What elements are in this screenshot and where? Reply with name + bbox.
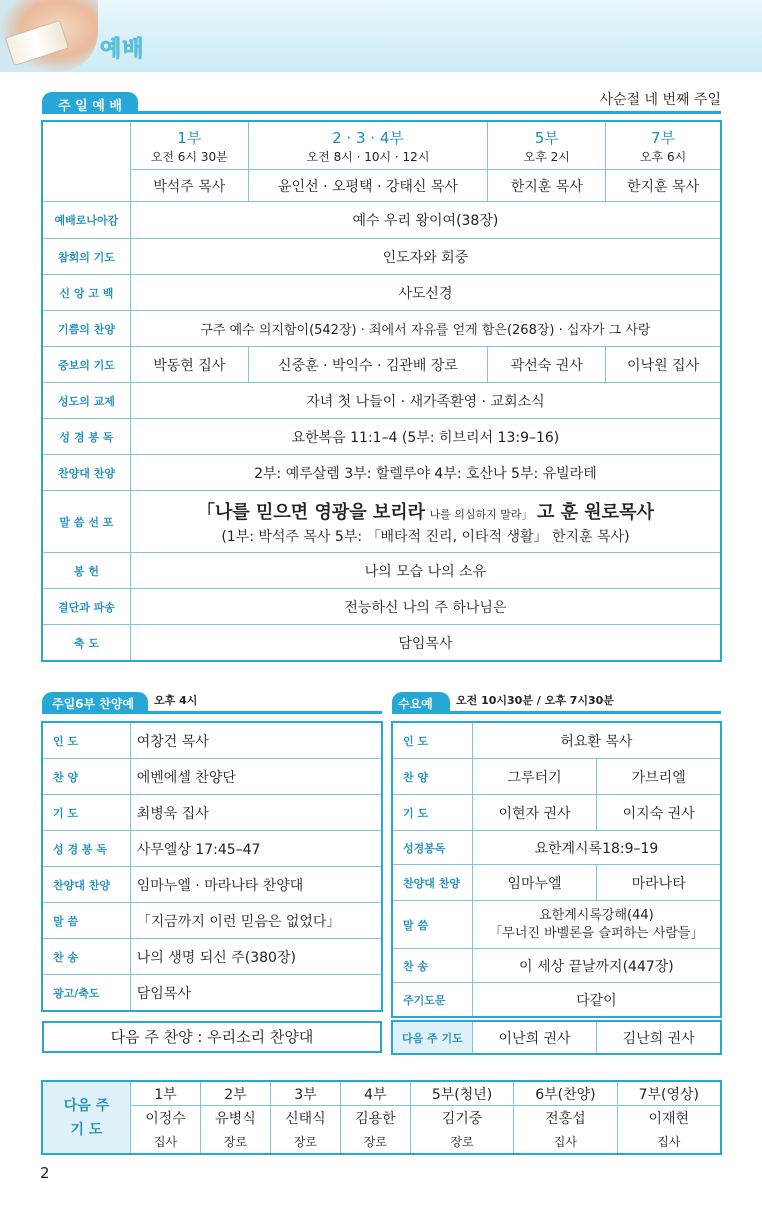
wednesday-next-prayer [392,1021,721,1054]
table-cell: 인 도 [43,723,131,759]
wednesday-tag: 수요예배 [392,692,450,714]
order-row [43,625,721,661]
banner-title: 예배 [100,37,145,62]
table-cell: 말 씀 선 포 [43,491,131,553]
table-cell: 찬양대 찬양 [393,865,473,901]
table-row [393,901,721,949]
wednesday-table [392,722,721,1017]
hands-bible-image [0,0,98,72]
wednesday-time: 오전 10시30분 / 오후 7시30분 [456,694,614,707]
table-cell: 여창건 목사 [130,723,381,759]
table-row [393,759,721,795]
sermon-preacher: 고 훈 원로목사 [536,501,654,523]
table-row [393,795,721,831]
table-cell: 김기중 [410,1106,513,1130]
table-cell: 장로 [270,1130,340,1154]
order-row [43,419,721,455]
table-cell: 나의 생명 되신 주(380장) [130,939,381,975]
order-row [43,239,721,275]
table-cell: 찬 양 [43,759,131,795]
praise6-header [42,690,382,728]
table-cell: 다같이 [472,983,720,1017]
table-cell: 다음 주 기도 [393,1022,473,1054]
table-cell: 이낙원 집사 [606,347,721,383]
table-cell: 광고/축도 [43,975,131,1011]
table-cell: 사무엘상 17:45–47 [130,831,381,867]
table-cell [43,1082,131,1154]
wednesday-header [392,690,721,728]
table-cell: 나의 모습 나의 소유 [130,553,720,589]
table-cell: 허요환 목사 [472,723,720,759]
table-cell: 이 세상 끝날까지(447장) [472,949,720,983]
order-row [43,383,721,419]
table-cell: 3부 [270,1082,340,1106]
order-row [43,455,721,491]
table-row [43,975,382,1011]
table-cell: 참회의 기도 [43,239,131,275]
table-cell: 장로 [340,1130,410,1154]
table-cell: 이정수 [131,1106,201,1130]
table-cell: 2부 [200,1082,270,1106]
table-row [43,795,382,831]
table-cell: 그루터기 [472,759,597,795]
table-cell: 구주 예수 의지함이(542장) · 죄에서 자유를 얻게 함은(268장) · 십자가 그 사랑 [130,311,720,347]
praise6-next-week: 다음 주 찬양 : 우리소리 찬양대 [42,1021,382,1053]
table-cell: 7부(영상) [617,1082,720,1106]
table-cell: 이지숙 권사 [597,795,721,831]
table-cell: 성경봉독 [393,831,473,865]
table-row [43,1082,721,1106]
table-cell: 이난희 권사 [472,1022,597,1054]
intercession-row [43,347,721,383]
table-cell: 결단과 파송 [43,589,131,625]
table-cell: 사도신경 [130,275,720,311]
table-cell: 집사 [514,1130,617,1154]
part-2-3-4: 2 · 3 · 4부 오전 8시 · 10시 · 12시 윤인선 · 오평택 · 강태신 목사 [248,122,488,202]
table-cell: 박동현 집사 [130,347,248,383]
order-row [43,553,721,589]
table-cell: 성 경 봉 독 [43,831,131,867]
next-week-prayer-table [42,1081,721,1154]
sunday-service-tag: 주 일 예 배 [42,92,138,114]
table-cell: 전능하신 나의 주 하나님은 [130,589,720,625]
table-cell: 기 도 [43,795,131,831]
table-cell: 찬 송 [393,949,473,983]
table-row [393,865,721,901]
next-week-label: 다음 주 [63,1097,110,1114]
table-cell: 예수 우리 왕이여(38장) [130,202,720,239]
praise6-table [42,722,382,1011]
table-row [393,949,721,983]
table-cell: 김난희 권사 [597,1022,721,1054]
table-cell: 말 씀 [393,901,473,949]
table-cell: 인도자와 회중 [130,239,720,275]
table-cell: 6부(찬양) [514,1082,617,1106]
table-cell: 기 도 [393,795,473,831]
table-row [43,1106,721,1130]
table-cell: 인 도 [393,723,473,759]
table-cell: 1부 [131,1082,201,1106]
table-cell: 찬양대 찬양 [43,455,131,491]
part-7: 7부 오후 6시 한지훈 목사 [606,122,721,202]
sunday-service-header [42,90,721,114]
table-cell: 봉 헌 [43,553,131,589]
table-row [43,831,382,867]
table-cell: 담임목사 [130,975,381,1011]
table-cell: 신 앙 고 백 [43,275,131,311]
table-row [393,1022,721,1054]
table-cell: 신중훈 · 박익수 · 김관배 장로 [248,347,488,383]
part-5: 5부 오후 2시 한지훈 목사 [488,122,606,202]
order-row [43,311,721,347]
page-banner [0,0,762,72]
table-cell: 집사 [617,1130,720,1154]
table-cell: 임마누엘 [472,865,597,901]
sermon-subtitle: 나를 의심하지 말라」 [429,507,533,521]
praise6-time: 오후 4시 [154,694,198,707]
table-row [43,759,382,795]
table-cell: 5부(청년) [410,1082,513,1106]
empty-corner [43,122,131,202]
table-cell: 신태식 [270,1106,340,1130]
table-cell: 이재현 [617,1106,720,1130]
table-cell: 요한복음 11:1–4 (5부: 히브리서 13:9–16) [130,419,720,455]
table-cell [130,491,720,553]
table-cell: 에벤에셀 찬양단 [130,759,381,795]
table-cell: 마라나타 [597,865,721,901]
table-cell: 곽선숙 권사 [488,347,606,383]
table-cell: 예배로나아감 [43,202,131,239]
sermon-row [43,491,721,553]
table-row [43,1130,721,1154]
table-row [43,903,382,939]
order-row [43,202,721,239]
table-cell: 임마누엘 · 마라나타 찬양대 [130,867,381,903]
table-cell: 요한계시록18:9–19 [472,831,720,865]
page-number: 2 [40,1164,50,1182]
table-row [393,723,721,759]
table-cell: 가브리엘 [597,759,721,795]
sunday-parts-row [43,122,721,202]
table-cell: 「지금까지 이런 믿음은 없었다」 [130,903,381,939]
table-cell: 4부 [340,1082,410,1106]
table-cell: 자녀 첫 나들이 · 새가족환영 · 교회소식 [130,383,720,419]
table-cell: 장로 [200,1130,270,1154]
table-cell: 유병식 [200,1106,270,1130]
sermon-title: 「나를 믿으면 영광을 보리라 [196,501,426,523]
table-cell: 주기도문 [393,983,473,1017]
sunday-subtitle: 사순절 네 번째 주일 [599,92,721,108]
order-row [43,589,721,625]
sermon-note: (1부: 박석주 목사 5부: 「배타적 진리, 이타적 생활」 한지훈 목사) [221,528,630,545]
table-row [393,831,721,865]
table-cell: 찬양대 찬양 [43,867,131,903]
table-cell: 장로 [410,1130,513,1154]
table-cell: 성 경 봉 독 [43,419,131,455]
table-cell: 김용한 [340,1106,410,1130]
table-cell: 찬 양 [393,759,473,795]
table-cell: 최병욱 집사 [130,795,381,831]
praise6-tag: 주일6부 찬양예배 [42,692,148,714]
table-cell: 담임목사 [130,625,720,661]
table-row [43,867,382,903]
table-row [43,723,382,759]
table-row [393,983,721,1017]
table-cell: 요한계시록강해(44) 「무너진 바벨론을 슬퍼하는 사람들」 [472,901,720,949]
sunday-service-table [42,121,721,661]
table-cell: 전홍섭 [514,1106,617,1130]
table-cell: 집사 [131,1130,201,1154]
prayer-label: 기 도 [70,1121,103,1138]
table-cell: 이현자 권사 [472,795,597,831]
table-cell: 중보의 기도 [43,347,131,383]
table-cell: 찬 송 [43,939,131,975]
part-1: 1부 오전 6시 30분 박석주 목사 [130,122,248,202]
table-cell: 성도의 교제 [43,383,131,419]
table-row [43,939,382,975]
table-cell: 기쁨의 찬양 [43,311,131,347]
table-cell: 말 씀 [43,903,131,939]
table-cell: 2부: 예루살렘 3부: 할렐루야 4부: 호산나 5부: 유빌라테 [130,455,720,491]
table-cell: 축 도 [43,625,131,661]
order-row [43,275,721,311]
